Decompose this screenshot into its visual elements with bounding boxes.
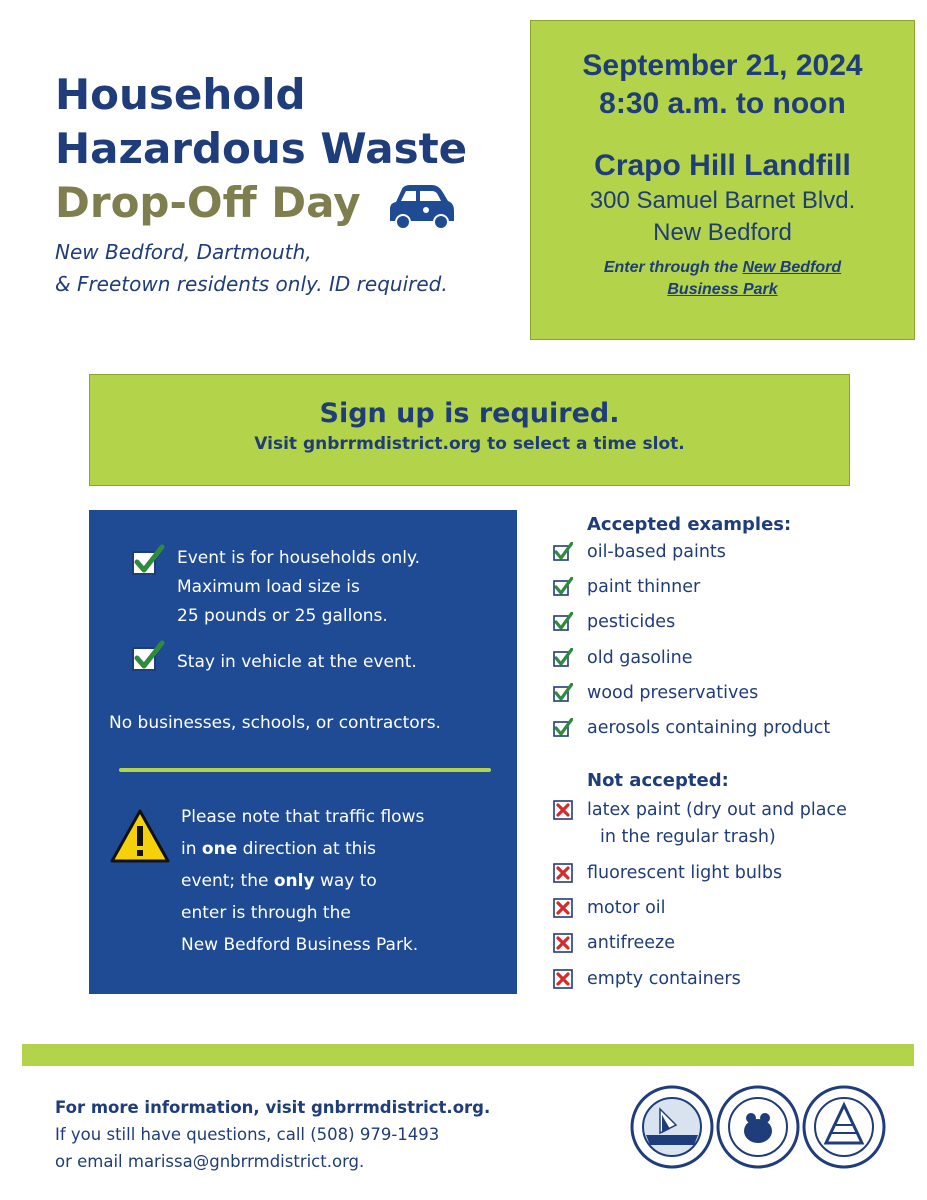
event-address-1: 300 Samuel Barnet Blvd.	[589, 187, 856, 214]
accepted-item-label: pesticides	[587, 612, 676, 632]
accepted-heading: Accepted examples:	[587, 514, 792, 535]
new-bedford-seal-icon	[630, 1085, 714, 1169]
x-icon	[553, 863, 573, 883]
enter-instructions	[531, 257, 914, 279]
x-icon	[553, 969, 573, 989]
event-date: September 21, 2024	[582, 49, 863, 82]
event-time: 8:30 a.m. to noon	[599, 87, 846, 120]
x-icon	[553, 800, 573, 820]
warning-icon	[109, 808, 171, 864]
footer-phone: If you still have questions, call (508) 979-1493	[55, 1125, 440, 1144]
accepted-item-label: old gasoline	[587, 648, 693, 668]
event-address-2: New Bedford	[653, 219, 792, 246]
check-icon	[553, 683, 573, 703]
warning-line-3: event; the only way to	[181, 871, 377, 891]
accepted-item-label: wood preservatives	[587, 683, 759, 703]
accepted-item-label: paint thinner	[587, 577, 701, 597]
rule-no-businesses: No businesses, schools, or contractors.	[109, 713, 441, 733]
rule-households-only: Event is for households only.	[177, 548, 421, 568]
footer-email: or email marissa@gnbrrmdistrict.org.	[55, 1152, 365, 1171]
not-accepted-item-label: empty containers	[587, 969, 741, 989]
not-accepted-item-label: fluorescent light bulbs	[587, 863, 783, 883]
divider	[119, 768, 491, 772]
rule-max-load-amount: 25 pounds or 25 gallons.	[177, 606, 388, 626]
footer-more-info: For more information, visit gnbrrmdistrict.org.	[55, 1098, 491, 1117]
x-icon	[553, 898, 573, 918]
subtitle-line-2: & Freetown residents only. ID required.	[55, 272, 448, 296]
event-rules-box	[89, 510, 517, 994]
event-location: Crapo Hill Landfill	[594, 149, 851, 182]
check-icon	[553, 577, 573, 597]
latex-paint-continuation: in the regular trash)	[600, 827, 776, 847]
footer-divider-bar	[22, 1044, 914, 1066]
not-accepted-item-label: latex paint (dry out and place	[587, 800, 847, 820]
check-icon	[553, 648, 573, 668]
enter-prefix: Enter through the	[603, 259, 739, 276]
warning-line-2: in one direction at this	[181, 839, 377, 859]
checkbox-check-icon	[131, 544, 165, 578]
dartmouth-seal-icon	[716, 1085, 800, 1169]
business-park-link[interactable]: New Bedford	[742, 259, 842, 276]
signup-heading: Sign up is required.	[319, 398, 620, 429]
business-park-link-2[interactable]: Business Park	[667, 281, 778, 298]
event-details-box	[530, 20, 915, 340]
accepted-item-label: oil-based paints	[587, 542, 726, 562]
checkbox-check-icon	[131, 640, 165, 674]
title-line-2: Hazardous Waste	[55, 124, 468, 173]
warning-line-4: enter is through the	[181, 903, 351, 923]
not-accepted-item-label: antifreeze	[587, 933, 675, 953]
enter-instructions-2	[531, 279, 914, 301]
title-line-1: Household	[55, 70, 306, 119]
warning-line-1: Please note that traffic flows	[181, 807, 425, 827]
signup-banner	[89, 374, 850, 486]
check-icon	[553, 718, 573, 738]
rule-stay-in-vehicle: Stay in vehicle at the event.	[177, 652, 417, 672]
freetown-seal-icon	[802, 1085, 886, 1169]
check-icon	[553, 612, 573, 632]
not-accepted-item-label: motor oil	[587, 898, 666, 918]
title-line-3: Drop-Off Day	[55, 178, 361, 227]
accepted-item-label: aerosols containing product	[587, 718, 831, 738]
car-icon	[386, 183, 456, 231]
signup-subtext: Visit gnbrrmdistrict.org to select a time slot.	[254, 434, 685, 454]
warning-line-5: New Bedford Business Park.	[181, 935, 419, 955]
check-icon	[553, 542, 573, 562]
x-icon	[553, 933, 573, 953]
subtitle-line-1: New Bedford, Dartmouth,	[55, 240, 312, 264]
not-accepted-heading: Not accepted:	[587, 770, 729, 791]
rule-max-load: Maximum load size is	[177, 577, 360, 597]
